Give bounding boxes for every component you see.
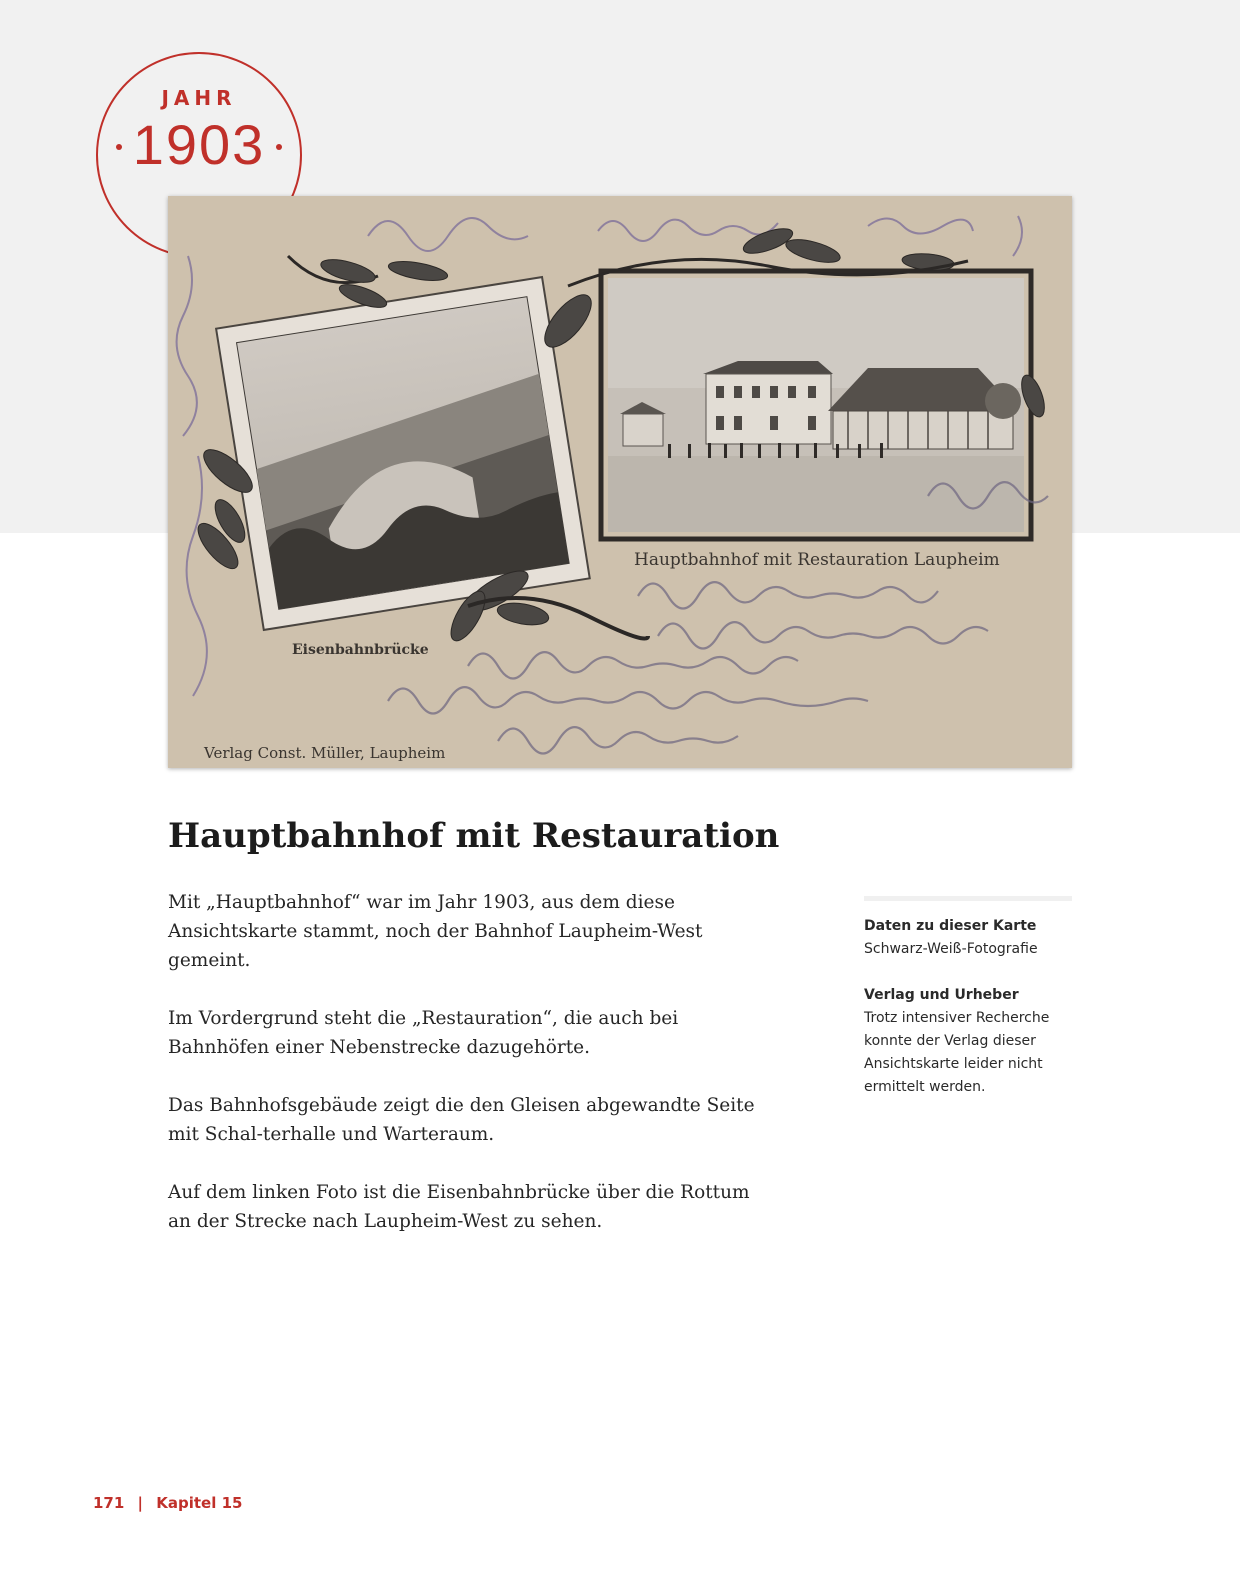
paragraph: Auf dem linken Foto ist die Eisenbahnbrücke über die Rottum an der Strecke nach Laupheim-West zu sehen.: [168, 1182, 750, 1232]
postcard-publisher: Verlag Const. Müller, Laupheim: [204, 744, 446, 762]
paragraph: Im Vordergrund steht die „Restauration“, die auch bei Bahnhöfen einer Nebenstrecke dazugehörte.: [168, 1008, 679, 1058]
paragraph: Mit „Hauptbahnhof“ war im Jahr 1903, aus dem diese Ansichtskarte stammt, noch der Bahnhof Laupheim-West gemeint.: [168, 892, 703, 971]
page-footer: [93, 1494, 242, 1512]
postcard-illustration: [168, 196, 1072, 768]
sidebar-text-publisher: Trotz intensiver Recherche konnte der Verlag dieser Ansichtskarte leider nicht ermittelt werden.: [864, 1010, 1050, 1095]
postcard-image: [168, 196, 1072, 768]
stamp-dot-right: [276, 144, 282, 150]
postcard-caption-main: Hauptbahnhof mit Restauration Laupheim: [634, 550, 1000, 570]
sidebar-heading-card-data: Daten zu dieser Karte: [864, 918, 1037, 934]
sidebar-heading-publisher: Verlag und Urheber: [864, 987, 1019, 1003]
stamp-year: 1903: [132, 113, 266, 176]
sidebar-text-card-data: Schwarz-Weiß-Fotografie: [864, 941, 1038, 957]
stamp-label: JAHR: [161, 86, 237, 110]
sidebar-spacer: [864, 961, 1072, 984]
article-body: [168, 888, 778, 1265]
footer-separator: |: [137, 1494, 144, 1512]
page-number: 171: [93, 1494, 125, 1512]
article-title: Hauptbahnhof mit Restauration: [168, 816, 780, 856]
chapter-label: Kapitel 15: [156, 1494, 243, 1512]
paragraph: Das Bahnhofsgebäude zeigt die den Gleisen abgewandte Seite mit Schal-terhalle und Warteraum.: [168, 1095, 755, 1145]
postcard-caption-bridge: Eisenbahnbrücke: [292, 642, 429, 658]
info-sidebar: [864, 896, 1072, 1099]
